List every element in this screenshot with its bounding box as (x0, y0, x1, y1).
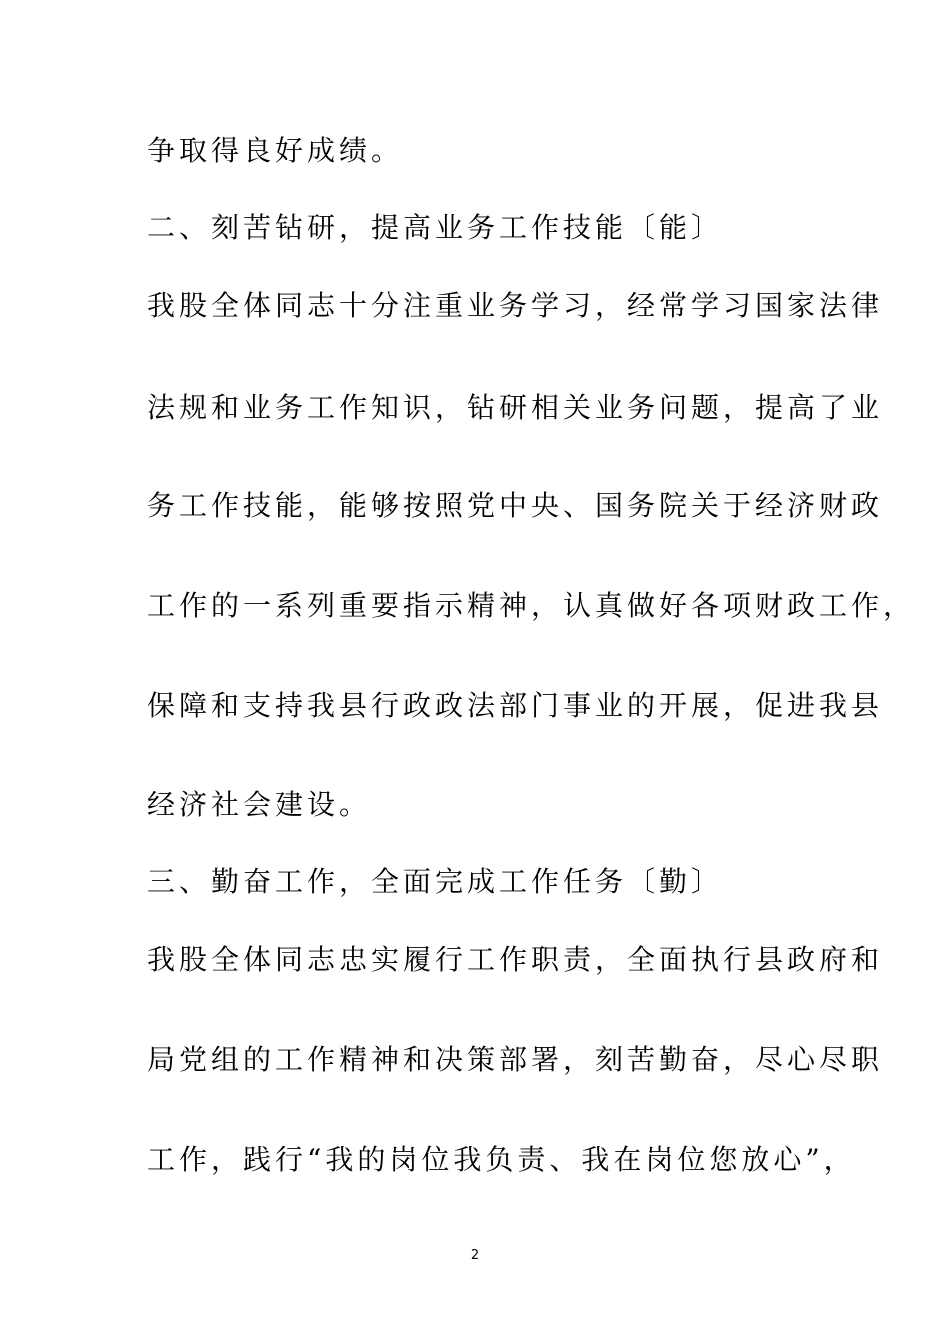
section-heading-3: 三、勤奋工作，全面完成工作任务〔勤〕 (147, 865, 724, 898)
text-line-5: 务工作技能，能够按照党中央、国务院关于经济财政 (147, 489, 884, 522)
text-line-11: 局党组的工作精神和决策部署，刻苦勤奋，尽心尽职 (147, 1043, 884, 1076)
text-line-10: 我股全体同志忠实履行工作职责，全面执行县政府和 (147, 943, 884, 976)
page-number: 2 (470, 1248, 480, 1263)
text-line-4: 法规和业务工作知识，钻研相关业务问题，提高了业 (147, 391, 884, 424)
text-line-8: 经济社会建设。 (147, 788, 372, 821)
section-heading-2: 二、刻苦钻研，提高业务工作技能〔能〕 (147, 211, 724, 244)
text-line-1: 争取得良好成绩。 (147, 134, 404, 167)
text-line-3: 我股全体同志十分注重业务学习，经常学习国家法律 (147, 289, 884, 322)
text-line-6: 工作的一系列重要指示精神，认真做好各项财政工作， (147, 589, 916, 622)
text-line-12: 工作，践行“我的岗位我负责、我在岗位您放心”， (147, 1143, 856, 1176)
text-line-7: 保障和支持我县行政政法部门事业的开展，促进我县 (147, 689, 884, 722)
